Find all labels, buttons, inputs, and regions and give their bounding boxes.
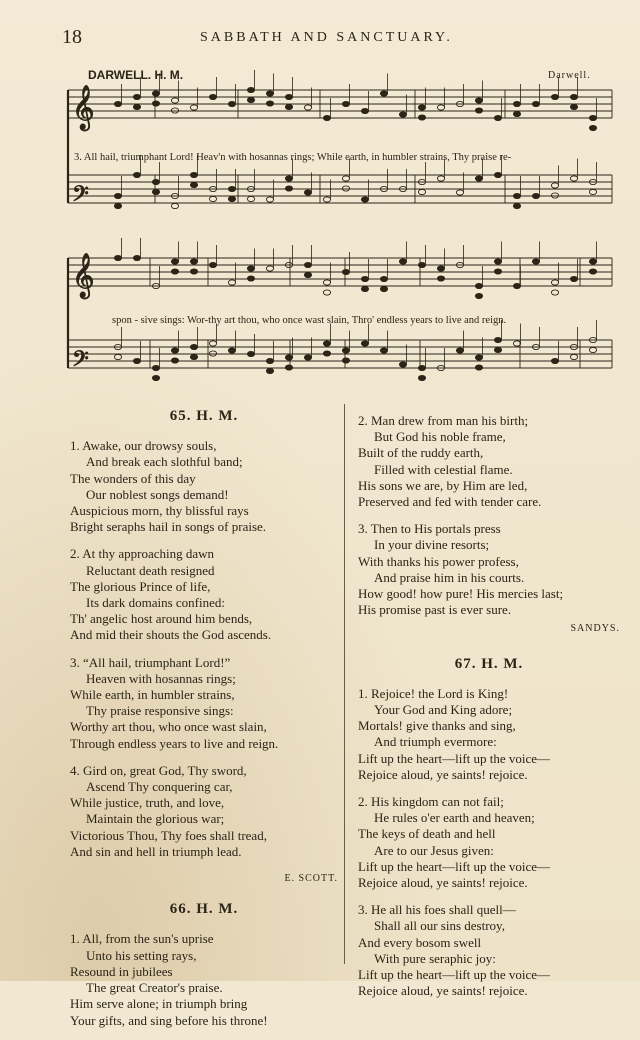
verse-line: Lift up the heart—lift up the voice— bbox=[358, 858, 551, 874]
note bbox=[342, 186, 349, 191]
note bbox=[380, 276, 387, 281]
note bbox=[513, 111, 520, 116]
verse-line: Bright seraphs hail in songs of praise. bbox=[70, 519, 267, 535]
note bbox=[209, 341, 216, 346]
note bbox=[532, 259, 539, 264]
verse-line: Rejoice aloud, ye saints! rejoice. bbox=[358, 983, 528, 999]
verse bbox=[70, 655, 338, 752]
note bbox=[247, 266, 254, 271]
note bbox=[190, 182, 197, 187]
verse-line: The wonders of this day bbox=[70, 470, 196, 486]
hymn-66-author: SANDYS. bbox=[570, 623, 620, 635]
verse-line: The glorious Prince of life, bbox=[70, 578, 211, 594]
note bbox=[152, 91, 159, 96]
verse bbox=[358, 521, 620, 618]
note bbox=[247, 351, 254, 356]
note bbox=[228, 196, 235, 201]
note bbox=[323, 197, 330, 202]
note bbox=[456, 190, 463, 195]
verse-line: 2. His kingdom can not fail; bbox=[358, 794, 504, 810]
note bbox=[171, 203, 178, 208]
clef-icon: 𝄞 bbox=[72, 253, 95, 297]
verse-line: Mortals! give thanks and sing, bbox=[358, 718, 516, 734]
note bbox=[551, 358, 558, 363]
verse bbox=[70, 438, 338, 535]
note bbox=[361, 276, 368, 281]
hymn-66-continued bbox=[358, 413, 620, 618]
verse-line: 1. Rejoice! the Lord is King! bbox=[358, 685, 509, 701]
note bbox=[190, 259, 197, 264]
verse-line: 2. Man drew from man his birth; bbox=[358, 413, 529, 428]
note bbox=[589, 259, 596, 264]
note bbox=[323, 280, 330, 285]
verse-line: Him serve alone; in triumph bring bbox=[70, 996, 248, 1012]
note bbox=[152, 189, 159, 194]
note bbox=[152, 101, 159, 106]
hymn-67-text bbox=[358, 686, 620, 1000]
note bbox=[247, 196, 254, 201]
verse bbox=[358, 413, 620, 510]
note bbox=[494, 269, 501, 274]
note bbox=[171, 269, 178, 274]
note bbox=[361, 197, 368, 202]
verse-line: 3. “All hail, triumphant Lord!” bbox=[70, 654, 231, 670]
note bbox=[380, 91, 387, 96]
verse-line: He rules o'er earth and heaven; bbox=[374, 810, 535, 826]
note bbox=[266, 266, 273, 271]
note bbox=[589, 347, 596, 352]
note bbox=[266, 358, 273, 363]
note bbox=[152, 375, 159, 380]
verse-line: Our noblest songs demand! bbox=[86, 486, 229, 502]
verse-line: Preserved and fed with tender care. bbox=[358, 494, 542, 510]
running-title: SABBATH AND SANCTUARY. bbox=[200, 30, 453, 45]
verse-line: 2. At thy approaching dawn bbox=[70, 546, 215, 562]
verse-line: 3. Then to His portals press bbox=[358, 521, 501, 537]
note bbox=[133, 358, 140, 363]
note bbox=[475, 176, 482, 181]
note bbox=[513, 203, 520, 208]
clef-icon: 𝄢 bbox=[72, 347, 89, 377]
note bbox=[551, 280, 558, 285]
note bbox=[513, 101, 520, 106]
note bbox=[418, 189, 425, 194]
note bbox=[437, 276, 444, 281]
note bbox=[190, 172, 197, 177]
verse-line: The great Creator's praise. bbox=[86, 980, 223, 996]
note bbox=[589, 115, 596, 120]
hymn-67-heading: 67. H. M. bbox=[454, 655, 524, 672]
verse-line: And every bosom swell bbox=[358, 934, 482, 950]
note bbox=[209, 196, 216, 201]
clef-icon: 𝄢 bbox=[72, 182, 89, 212]
note bbox=[513, 341, 520, 346]
note bbox=[247, 276, 254, 281]
note bbox=[437, 176, 444, 181]
note bbox=[304, 262, 311, 267]
hymn-66-text bbox=[70, 931, 338, 1028]
note bbox=[114, 101, 121, 106]
note bbox=[190, 105, 197, 110]
note bbox=[342, 176, 349, 181]
verse-line: Reluctant death resigned bbox=[86, 562, 215, 578]
note bbox=[228, 186, 235, 191]
verse-line: Ascend Thy conquering car, bbox=[86, 779, 233, 795]
note bbox=[418, 262, 425, 267]
note bbox=[323, 341, 330, 346]
note bbox=[475, 108, 482, 113]
note bbox=[342, 348, 349, 353]
verse-line: With thanks his power profess, bbox=[358, 553, 519, 569]
note bbox=[570, 354, 577, 359]
verse-line: Your God and King adore; bbox=[374, 702, 513, 718]
verse-line: Lift up the heart—lift up the voice— bbox=[358, 750, 551, 766]
note bbox=[551, 193, 558, 198]
verse bbox=[358, 686, 620, 783]
note bbox=[570, 94, 577, 99]
verse-line: His sons we are, by Him are led, bbox=[358, 477, 528, 493]
note bbox=[323, 290, 330, 295]
verse-line: While earth, in humbler strains, bbox=[70, 687, 235, 703]
verse-line: 1. All, from the sun's uprise bbox=[70, 931, 214, 947]
note bbox=[494, 115, 501, 120]
note bbox=[456, 348, 463, 353]
verse-line: Thy praise responsive sings: bbox=[86, 703, 234, 719]
note bbox=[361, 286, 368, 291]
verse-line: Worthy art thou, who once wast slain, bbox=[70, 719, 267, 735]
verse-line: Built of the ruddy earth, bbox=[358, 445, 484, 461]
note bbox=[513, 283, 520, 288]
note bbox=[380, 286, 387, 291]
note bbox=[190, 354, 197, 359]
verse-line: Maintain the glorious war; bbox=[86, 811, 225, 827]
note bbox=[532, 193, 539, 198]
verse-line: 3. He all his foes shall quell— bbox=[358, 902, 516, 918]
note bbox=[266, 91, 273, 96]
note bbox=[304, 272, 311, 277]
note bbox=[171, 348, 178, 353]
note bbox=[399, 112, 406, 117]
verse-line: 4. Gird on, great God, Thy sword, bbox=[70, 762, 247, 778]
note bbox=[494, 337, 501, 342]
note bbox=[247, 87, 254, 92]
hymn-65-text bbox=[70, 438, 338, 860]
verse-line: Victorious Thou, Thy foes shall tread, bbox=[70, 827, 267, 843]
verse-line: Are to our Jesus given: bbox=[374, 842, 494, 858]
column-divider bbox=[344, 404, 345, 964]
page-number: 18 bbox=[62, 26, 82, 48]
note bbox=[247, 97, 254, 102]
note bbox=[133, 172, 140, 177]
hymn-65-author: E. SCOTT. bbox=[284, 873, 338, 885]
note bbox=[513, 193, 520, 198]
note bbox=[399, 362, 406, 367]
note bbox=[114, 193, 121, 198]
note bbox=[266, 101, 273, 106]
lyric-line-1: 3. All hail, triumphant Lord! Heav'n with hosannas rings; While earth, in humbler strains, Thy praise re- bbox=[74, 152, 512, 163]
note bbox=[342, 358, 349, 363]
note bbox=[589, 189, 596, 194]
verse-line: Resound in jubilees bbox=[70, 963, 173, 979]
note bbox=[399, 259, 406, 264]
note bbox=[532, 101, 539, 106]
note bbox=[133, 104, 140, 109]
note bbox=[361, 108, 368, 113]
lyric-line-2: spon - sive sings: Wor-thy art thou, who once wast slain, Thro' endless years to live and reign. bbox=[112, 315, 507, 326]
note bbox=[171, 108, 178, 113]
clef-icon: 𝄞 bbox=[72, 85, 95, 129]
music-score bbox=[0, 0, 640, 400]
note bbox=[209, 94, 216, 99]
note bbox=[418, 365, 425, 370]
note bbox=[114, 255, 121, 260]
note bbox=[152, 365, 159, 370]
note bbox=[209, 262, 216, 267]
verse-line: Rejoice aloud, ye saints! rejoice. bbox=[358, 766, 528, 782]
verse bbox=[358, 902, 620, 999]
note bbox=[551, 290, 558, 295]
note bbox=[304, 355, 311, 360]
note bbox=[475, 355, 482, 360]
tune-name: DARWELL. H. M. bbox=[88, 68, 184, 82]
verse-line: The keys of death and hell bbox=[358, 826, 496, 842]
verse-line: His promise past is ever sure. bbox=[358, 602, 512, 618]
note bbox=[570, 104, 577, 109]
note bbox=[494, 347, 501, 352]
note bbox=[285, 186, 292, 191]
verse-line: Th' angelic host around him bends, bbox=[70, 611, 253, 627]
verse-line: And triumph evermore: bbox=[374, 734, 497, 750]
verse bbox=[70, 546, 338, 643]
verse-line: 1. Awake, our drowsy souls, bbox=[70, 438, 217, 454]
note bbox=[380, 348, 387, 353]
note bbox=[418, 115, 425, 120]
note bbox=[437, 266, 444, 271]
verse bbox=[70, 931, 338, 1028]
note bbox=[437, 105, 444, 110]
verse bbox=[358, 794, 620, 891]
note bbox=[152, 179, 159, 184]
note bbox=[228, 348, 235, 353]
note bbox=[475, 365, 482, 370]
note bbox=[285, 365, 292, 370]
note bbox=[171, 98, 178, 103]
note bbox=[304, 190, 311, 195]
note bbox=[285, 355, 292, 360]
verse-line: And praise him in his courts. bbox=[374, 569, 525, 585]
note bbox=[114, 354, 121, 359]
verse-line: Auspicious morn, thy blissful rays bbox=[70, 503, 249, 519]
note bbox=[589, 269, 596, 274]
note bbox=[266, 368, 273, 373]
note bbox=[190, 344, 197, 349]
note bbox=[361, 341, 368, 346]
verse-line: Heaven with hosannas rings; bbox=[86, 670, 236, 686]
note bbox=[342, 101, 349, 106]
note bbox=[570, 176, 577, 181]
note bbox=[418, 375, 425, 380]
verse-line: And sin and hell in triumph lead. bbox=[70, 843, 242, 859]
note bbox=[323, 115, 330, 120]
note bbox=[570, 276, 577, 281]
note bbox=[114, 203, 121, 208]
verse bbox=[70, 763, 338, 860]
note bbox=[285, 176, 292, 181]
verse-line: Through endless years to live and reign. bbox=[70, 735, 279, 751]
note bbox=[418, 105, 425, 110]
left-column bbox=[70, 408, 338, 1040]
note bbox=[475, 283, 482, 288]
verse-line: While justice, truth, and love, bbox=[70, 795, 225, 811]
note bbox=[171, 358, 178, 363]
verse-line: Shall all our sins destroy, bbox=[374, 918, 505, 934]
note bbox=[133, 94, 140, 99]
tune-composer: Darwell. bbox=[548, 70, 591, 81]
note bbox=[228, 280, 235, 285]
note bbox=[285, 104, 292, 109]
hymn-65-heading: 65. H. M. bbox=[169, 408, 239, 424]
note bbox=[190, 269, 197, 274]
verse-line: But God his noble frame, bbox=[374, 429, 506, 445]
note bbox=[171, 259, 178, 264]
verse-line: And mid their shouts the God ascends. bbox=[70, 627, 272, 643]
note bbox=[209, 351, 216, 356]
note bbox=[494, 259, 501, 264]
note bbox=[342, 269, 349, 274]
note bbox=[494, 172, 501, 177]
verse-line: Its dark domains confined: bbox=[86, 595, 225, 611]
note bbox=[551, 94, 558, 99]
note bbox=[133, 255, 140, 260]
verse-line: Lift up the heart—lift up the voice— bbox=[358, 967, 551, 983]
note bbox=[551, 183, 558, 188]
verse-line: Unto his setting rays, bbox=[86, 947, 197, 963]
note bbox=[304, 105, 311, 110]
note bbox=[323, 351, 330, 356]
note bbox=[475, 98, 482, 103]
note bbox=[228, 101, 235, 106]
verse-line: Filled with celestial flame. bbox=[374, 461, 513, 477]
note bbox=[285, 94, 292, 99]
verse-line: Your gifts, and sing before his throne! bbox=[70, 1012, 268, 1028]
verse-line: And break each slothful band; bbox=[86, 454, 243, 470]
verse-line: With pure seraphic joy: bbox=[374, 950, 496, 966]
verse-line: Rejoice aloud, ye saints! rejoice. bbox=[358, 875, 528, 891]
hymn-66-heading: 66. H. M. bbox=[169, 901, 239, 918]
verse-line: In your divine resorts; bbox=[374, 537, 490, 553]
note bbox=[266, 197, 273, 202]
right-column bbox=[358, 413, 620, 1011]
note bbox=[589, 125, 596, 130]
note bbox=[475, 293, 482, 298]
verse-line: How good! how pure! His mercies last; bbox=[358, 586, 564, 602]
